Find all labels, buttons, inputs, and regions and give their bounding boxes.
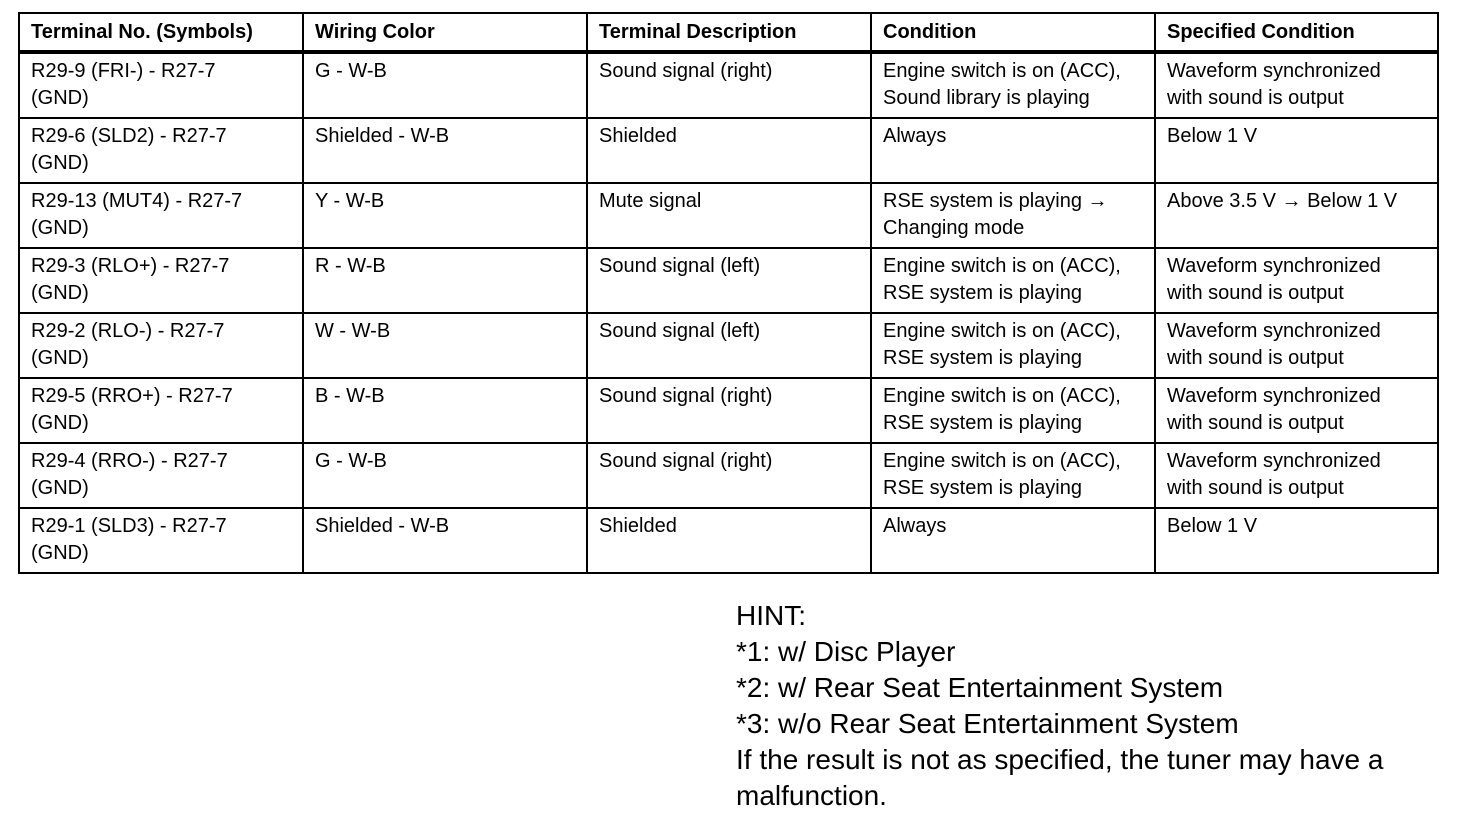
cell-condition — [871, 118, 1155, 183]
cell-condition-line: Always — [883, 125, 947, 147]
cell-condition — [871, 443, 1155, 508]
cell-terminal-description — [587, 313, 871, 378]
cell-specified-condition-line: with sound is output — [1167, 347, 1344, 369]
cell-terminal-no-line: R29-9 (FRI-) - R27-7 — [31, 60, 216, 82]
cell-terminal-no — [19, 313, 303, 378]
cell-terminal-no-line: R29-4 (RRO-) - R27-7 — [31, 450, 228, 472]
table-row — [19, 183, 1438, 248]
cell-terminal-no-line: R29-6 (SLD2) - R27-7 — [31, 125, 227, 147]
hint-section — [736, 598, 1456, 814]
cell-terminal-description — [587, 508, 871, 573]
cell-terminal-no-line: (GND) — [31, 347, 89, 369]
cell-terminal-description — [587, 52, 871, 118]
cell-terminal-description — [587, 183, 871, 248]
table-row — [19, 508, 1438, 573]
cell-terminal-no — [19, 508, 303, 573]
cell-terminal-no-line: (GND) — [31, 412, 89, 434]
cell-specified-condition-line: Above 3.5 V → Below 1 V — [1167, 190, 1398, 212]
cell-terminal-no — [19, 118, 303, 183]
table-row — [19, 443, 1438, 508]
cell-wiring-color-text: Shielded - W-B — [315, 515, 450, 537]
cell-specified-condition-line: Waveform synchronized — [1167, 385, 1381, 407]
cell-condition-line: Changing mode — [883, 217, 1025, 239]
cell-terminal-no — [19, 443, 303, 508]
cell-specified-condition — [1155, 52, 1438, 118]
cell-terminal-no-line: R29-1 (SLD3) - R27-7 — [31, 515, 227, 537]
cell-terminal-no — [19, 183, 303, 248]
cell-wiring-color-text: B - W-B — [315, 385, 385, 407]
cell-terminal-description-text: Sound signal (right) — [599, 450, 773, 472]
cell-terminal-description-text: Sound signal (left) — [599, 255, 761, 277]
cell-specified-condition-line: Below 1 V — [1167, 515, 1258, 537]
cell-condition-line: Engine switch is on (ACC), — [883, 320, 1121, 342]
cell-wiring-color — [303, 118, 587, 183]
terminal-spec-table — [18, 12, 1439, 574]
cell-terminal-no-line: R29-13 (MUT4) - R27-7 — [31, 190, 243, 212]
cell-specified-condition — [1155, 508, 1438, 573]
cell-condition-line: RSE system is playing — [883, 347, 1082, 369]
cell-terminal-no-line: (GND) — [31, 282, 89, 304]
cell-condition-line: Engine switch is on (ACC), — [883, 450, 1121, 472]
cell-terminal-no — [19, 378, 303, 443]
table-row — [19, 52, 1438, 118]
cell-terminal-no-line: (GND) — [31, 87, 89, 109]
cell-wiring-color-text: R - W-B — [315, 255, 386, 277]
cell-specified-condition-line: Waveform synchronized — [1167, 450, 1381, 472]
cell-terminal-description-text: Mute signal — [599, 190, 702, 212]
cell-condition-line: Always — [883, 515, 947, 537]
hint-line: *2: w/ Rear Seat Entertainment System — [736, 672, 1224, 703]
cell-specified-condition-line: Below 1 V — [1167, 125, 1258, 147]
cell-specified-condition-line: with sound is output — [1167, 87, 1344, 109]
cell-condition-line: RSE system is playing → — [883, 190, 1108, 212]
cell-condition — [871, 183, 1155, 248]
cell-condition — [871, 248, 1155, 313]
header-terminal-no: Terminal No. (Symbols) — [19, 13, 303, 52]
cell-terminal-description — [587, 378, 871, 443]
cell-terminal-no-line: (GND) — [31, 152, 89, 174]
cell-condition-line: Engine switch is on (ACC), — [883, 60, 1121, 82]
cell-condition — [871, 52, 1155, 118]
cell-specified-condition — [1155, 183, 1438, 248]
cell-wiring-color — [303, 52, 587, 118]
cell-specified-condition-line: with sound is output — [1167, 282, 1344, 304]
cell-wiring-color — [303, 183, 587, 248]
cell-terminal-no-line: (GND) — [31, 542, 89, 564]
table-header-row — [19, 13, 1438, 52]
cell-specified-condition — [1155, 248, 1438, 313]
cell-terminal-no-line: (GND) — [31, 477, 89, 499]
cell-specified-condition — [1155, 443, 1438, 508]
table-row — [19, 248, 1438, 313]
cell-specified-condition — [1155, 118, 1438, 183]
cell-condition — [871, 378, 1155, 443]
hint-line: malfunction. — [736, 780, 887, 811]
hint-line: *1: w/ Disc Player — [736, 636, 956, 667]
cell-condition-line: RSE system is playing — [883, 412, 1082, 434]
cell-condition-line: RSE system is playing — [883, 477, 1082, 499]
cell-specified-condition-line: Waveform synchronized — [1167, 255, 1381, 277]
cell-terminal-description — [587, 118, 871, 183]
cell-terminal-description-text: Sound signal (left) — [599, 320, 761, 342]
header-condition: Condition — [871, 13, 1155, 52]
cell-terminal-description-text: Shielded — [599, 515, 677, 537]
cell-wiring-color-text: W - W-B — [315, 320, 391, 342]
cell-terminal-no — [19, 248, 303, 313]
cell-wiring-color — [303, 378, 587, 443]
cell-specified-condition-line: with sound is output — [1167, 412, 1344, 434]
hint-line: If the result is not as specified, the tuner may have a — [736, 744, 1384, 775]
cell-terminal-no — [19, 52, 303, 118]
cell-terminal-description-text: Sound signal (right) — [599, 385, 773, 407]
cell-terminal-no-line: R29-3 (RLO+) - R27-7 — [31, 255, 230, 277]
cell-terminal-description-text: Sound signal (right) — [599, 60, 773, 82]
cell-specified-condition-line: Waveform synchronized — [1167, 320, 1381, 342]
cell-condition-line: Engine switch is on (ACC), — [883, 385, 1121, 407]
cell-wiring-color — [303, 313, 587, 378]
hint-title: HINT: — [736, 600, 806, 631]
table-row — [19, 313, 1438, 378]
table-row — [19, 118, 1438, 183]
table-row — [19, 378, 1438, 443]
cell-condition-line: Sound library is playing — [883, 87, 1090, 109]
cell-terminal-no-line: R29-2 (RLO-) - R27-7 — [31, 320, 225, 342]
cell-wiring-color-text: Shielded - W-B — [315, 125, 450, 147]
cell-condition-line: RSE system is playing — [883, 282, 1082, 304]
header-terminal-description: Terminal Description — [587, 13, 871, 52]
cell-specified-condition — [1155, 378, 1438, 443]
cell-wiring-color — [303, 248, 587, 313]
header-wiring-color: Wiring Color — [303, 13, 587, 52]
cell-terminal-no-line: (GND) — [31, 217, 89, 239]
cell-wiring-color — [303, 443, 587, 508]
cell-terminal-description — [587, 248, 871, 313]
cell-specified-condition-line: with sound is output — [1167, 477, 1344, 499]
cell-wiring-color — [303, 508, 587, 573]
cell-condition — [871, 313, 1155, 378]
cell-terminal-description-text: Shielded — [599, 125, 677, 147]
cell-specified-condition-line: Waveform synchronized — [1167, 60, 1381, 82]
cell-wiring-color-text: G - W-B — [315, 450, 387, 472]
cell-terminal-description — [587, 443, 871, 508]
hint-line: *3: w/o Rear Seat Entertainment System — [736, 708, 1239, 739]
cell-wiring-color-text: Y - W-B — [315, 190, 385, 212]
cell-specified-condition — [1155, 313, 1438, 378]
cell-terminal-no-line: R29-5 (RRO+) - R27-7 — [31, 385, 233, 407]
cell-wiring-color-text: G - W-B — [315, 60, 387, 82]
cell-condition — [871, 508, 1155, 573]
header-specified-condition: Specified Condition — [1155, 13, 1438, 52]
cell-condition-line: Engine switch is on (ACC), — [883, 255, 1121, 277]
